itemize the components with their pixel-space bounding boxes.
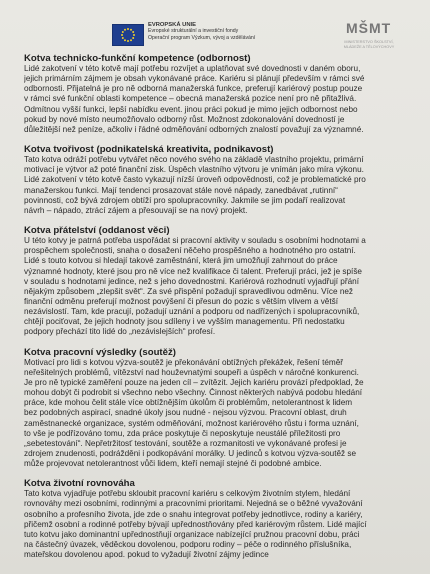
body-line: návrh – nápado, ztrácí zájem a přesouvají se na nový projekt. (24, 205, 248, 215)
body-line: významné hodnoty, které jsou pro ně více než kvalifikace či talent. Preferují práci, jež je spíše (24, 266, 362, 276)
section-results (24, 347, 412, 470)
body-line: pokud by nové místo neumožňovalo odborný růst. Možnost zdokonalování dovedností je (24, 114, 345, 124)
body-line: přičemž osobní a rodinné potřeby bývají upřednostňovány před kariérovým růstem. Lidé mající (24, 519, 367, 529)
msmt-caption-1: MINISTERSTVO ŠKOLSTVÍ, (344, 40, 394, 44)
page-header (112, 20, 412, 54)
body-line: Tato kotva odráží potřebu vytvářet něco nového svého na základě vlastního projektu, primární (24, 155, 364, 165)
section-body (24, 358, 412, 470)
eu-line-3: Operační program Výzkum, vývoj a vzdělávání (148, 34, 256, 41)
body-line: podpory přechází tito lidé do „nezávislejších“ profesí. (24, 327, 216, 337)
body-line: nějakým způsobem „zlepšit svět“. Za své přispění požadují spravedlivou odměnu. Více než (24, 286, 354, 296)
body-line: „sebetestování“. Nepřetržitosť testování, soutěže a rozmanitosti ve vykonávané profesi je (24, 438, 347, 448)
body-line: manažerskou funkci. Mají tendenci prosazovat stále nové nápady, zanedbávat „rutinní“ (24, 185, 338, 195)
body-line: může projevovat netolerantnost vůči lidem, kteří nemají stejné či podobné ambice. (24, 459, 322, 469)
section-title: Kotva pracovní výsledky (soutěž) (24, 346, 176, 358)
body-line: v souladu s hodnotami jedince, než s jeho dovednostmi. Kariérová rozhodnutí vyjadřují přání (24, 276, 359, 286)
section-friendship (24, 225, 412, 338)
section-technical (24, 53, 412, 135)
section-creativity (24, 144, 412, 216)
body-line: to vše je podřízováno tomu, zda práce poskytuje či neposkytuje neustálé příležitosti pro (24, 428, 341, 438)
eu-flag-logo (112, 24, 144, 46)
body-line: chtějí pociťovat, že jejich hodnoty jsou sdíleny i ve vyšším managementu. Při nedostatku (24, 317, 345, 327)
body-line: motivací je výtvor až poté finanční zisk. Úspěch vlastního výtvoru je vnímán jako míra výkonu. (24, 165, 364, 175)
eu-line-1: EVROPSKÁ UNIE (148, 22, 196, 28)
body-line: prospěchem společnosti, snaha o dosažení něčeho prospěšného a hodnotného pro ostatní. (24, 246, 356, 256)
body-line: osobního a profesního života, jde zde o snahu integrovat potřeby jednotlivce, rodiny a kariéry, (24, 509, 363, 519)
body-line: Tato kotva vyjadřuje potřebu skloubit pracovní kariéru s celkovým životním stylem, hledání (24, 489, 351, 499)
body-line: zdrojem znudenosti, podrážděni i podkopávání morálky. U jedinců s kotvou výzva-soutěž se (24, 449, 357, 458)
body-line: mohou dobýt či podrobit si všechno nebo všechny. Činnost některých nabývá podobu hledání (24, 388, 363, 398)
msmt-caption-2: MLÁDEŽE A TĚLOVÝCHOVY (343, 44, 395, 49)
body-line: Motivací pro lidi s kotvou výzva-soutěž je překonávání obtížných překážek, řešení téměř (24, 357, 344, 367)
body-line: odbornosti. Přijatelná je pro ně odborná manažerská funkce, preferují kariérový postup pouze (24, 84, 363, 94)
body-line: zaměstnanecké organizace, systém odměňování, možnost kariérového růstu i forma uznání, (24, 418, 359, 428)
body-line: Lidé s touto kotvou si hledají takové zaměstnání, která jim umožňují zahrnout do práce (24, 256, 338, 266)
section-life-balance (24, 478, 412, 560)
body-line: důležitější než peníze, ačkoliv i řádné odměňování odborných znalostí považují za významné. (24, 124, 364, 134)
msmt-logo (334, 20, 404, 54)
eu-program-text (148, 22, 255, 41)
section-body (24, 64, 412, 135)
body-line: mateřskou dovolenou apod. pokud to vyžadují životní zájmy jedince (24, 550, 269, 560)
section-title: Kotva přátelství (oddanost věci) (24, 225, 170, 237)
msmt-mark: MŠMT (346, 20, 392, 36)
section-title: Kotva tvořivost (podnikatelská kreativita, podnikavost) (24, 144, 274, 156)
body-line: povinnosti, což bývá zdrojem obtíží pro spolupracovníky. Jakmile se jim podaří realizovat (24, 195, 346, 205)
document-content (24, 53, 412, 569)
section-body (24, 489, 412, 560)
body-line: U této kotvy je patrná potřeba uspořádat si pracovní aktivity v souladu s osobními hodnotami a (24, 236, 366, 246)
body-line: nezávislostí. Tam, kde pracují, požadují uznání a podporu od nadřízených i spolupracovníků, (24, 307, 360, 317)
body-line: tuto kotvu jako dominantní upřednostňují organizace nabízející pružnou pracovní dobu, práci (24, 529, 360, 539)
body-line: Lidé zakotvení v této kotvě mají potřebu rozvíjet a uplatňovat své dovednosti v daném oboru, (24, 64, 361, 73)
body-line: Je pro ně typické zaměření pouze na jeden cíl – zvítězit. Jejich kariéru provází předpoklad, že (24, 377, 364, 387)
section-title: Kotva životní rovnováha (24, 478, 135, 490)
section-title: Kotva technicko-funkční kompetence (odbornost) (24, 53, 251, 64)
body-line: na částečný úvazek, věděckou dovolenou, podporu rodiny – péče o rodinného příslušníka, (24, 540, 352, 550)
body-line: Lidé zakotvení v této kotvě často vykazují nízší úroveň odpovědnosti, což je problematické pro (24, 175, 366, 185)
body-line: rovnováhy mezi osobními, rodinnými a pracovními prioritami. Nejedná se o běžné vyvažování (24, 499, 363, 509)
section-body (24, 155, 412, 216)
body-line: v rámci své funkční oblasti kompetence – obecná manažerská pozice není pro ně přitažlivá. (24, 94, 357, 104)
eu-line-2: Evropské strukturální a investiční fondy (148, 28, 239, 35)
msmt-caption (334, 40, 404, 49)
body-line: finanční odměnu preferují možnost povýšení či přesun do pozic s větším vlivem a větší (24, 296, 338, 306)
body-line: bez podobných aspirací, snadné úkoly jsou nudné - nejsou výzvou. Pracovní oblast, druh (24, 408, 347, 418)
section-body (24, 236, 412, 338)
body-line: neřešitelných problémů, vítězství nad houževnatými soupeři a úspěch v náročné konkurenci. (24, 367, 359, 377)
body-line: Odmítnou vyšší funkci, lepší nabídku event. jinou práci pokud je mimo jejich odbornost nebo (24, 104, 358, 114)
body-line: práce, kde mohou čelit stále více obtížnějším úkolům či problémům, netolerantnost k lidem (24, 398, 353, 408)
body-line: jejich primárním zájmem je obsah vykonávané práce. Kariéru si plánují především v rámci své (24, 74, 365, 84)
